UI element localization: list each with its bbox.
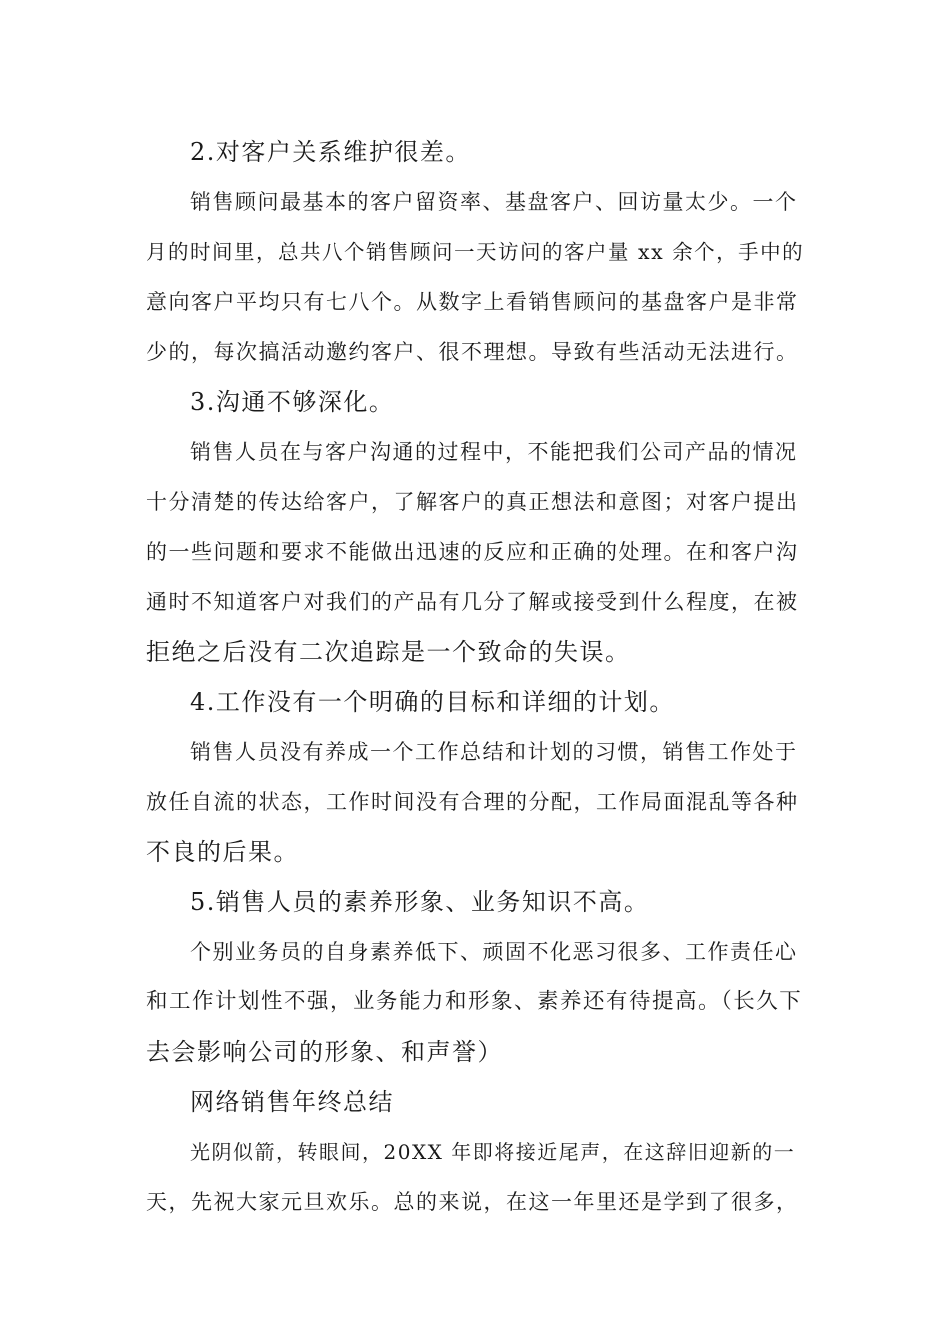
paragraph-line: 的一些问题和要求不能做出迅速的反应和正确的处理。在和客户沟 [146,540,799,564]
paragraph-line: 个别业务员的自身素养低下、顽固不化恶习很多、工作责任心 [190,940,798,964]
paragraph-line: 拒绝之后没有二次追踪是一个致命的失误。 [146,638,631,666]
paragraph-line: 销售人员在与客户沟通的过程中，不能把我们公司产品的情况 [190,440,798,464]
paragraph-line: 通时不知道客户对我们的产品有几分了解或接受到什么程度，在被 [146,590,799,614]
paragraph-line: 销售人员没有养成一个工作总结和计划的习惯，销售工作处于 [190,740,798,764]
paragraph-line: 少的，每次搞活动邀约客户、很不理想。导致有些活动无法进行。 [146,340,799,364]
heading-staff-quality: 5.销售人员的素养形象、业务知识不高。 [190,888,650,916]
paragraph-line: 十分清楚的传达给客户，了解客户的真正想法和意图；对客户提出 [146,490,799,514]
paragraph-line: 和工作计划性不强，业务能力和形象、素养还有待提高。（长久下 [146,989,803,1014]
paragraph-line: 光阴似箭，转眼间，20XX 年即将接近尾声，在这辞旧迎新的一 [190,1140,796,1164]
paragraph-line: 月的时间里，总共八个销售顾问一天访问的客户量 xx 余个，手中的 [146,240,805,264]
heading-customer-relations: 2.对客户关系维护很差。 [190,138,471,166]
heading-communication: 3.沟通不够深化。 [190,388,395,416]
paragraph-line: 放任自流的状态，工作时间没有合理的分配，工作局面混乱等各种 [146,790,799,814]
heading-goals-plans: 4.工作没有一个明确的目标和详细的计划。 [190,688,675,716]
paragraph-line: 意向客户平均只有七八个。从数字上看销售顾问的基盘客户是非常 [146,290,799,314]
section-title-annual-summary: 网络销售年终总结 [190,1088,394,1116]
paragraph-line: 去会影响公司的形象、和声誉） [146,1038,503,1066]
paragraph-line: 天，先祝大家元旦欢乐。总的来说，在这一年里还是学到了很多， [146,1190,799,1214]
paragraph-line: 销售顾问最基本的客户留资率、基盘客户、回访量太少。一个 [190,190,798,214]
paragraph-line: 不良的后果。 [146,838,299,866]
